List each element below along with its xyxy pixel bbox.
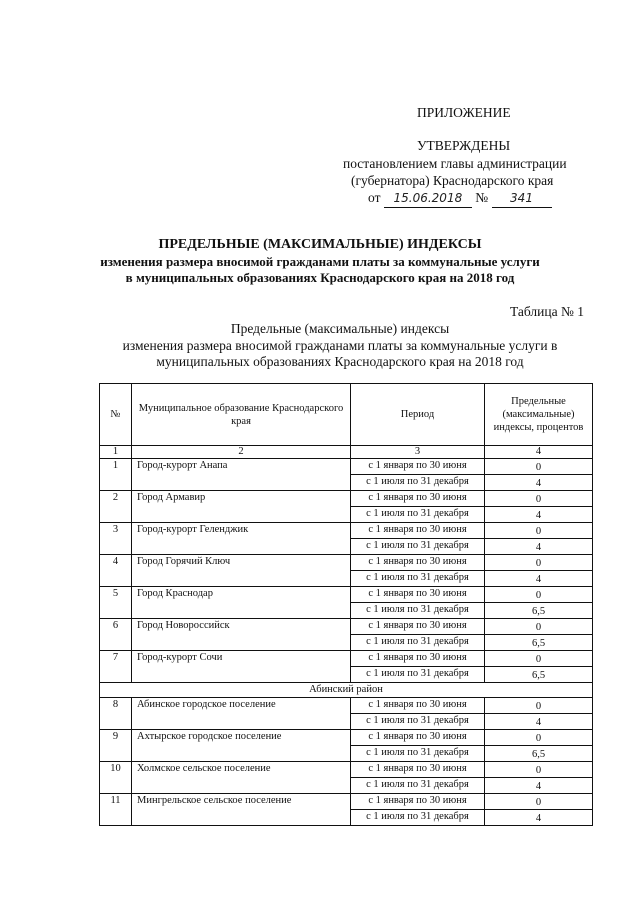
approval-date-line [368, 189, 552, 208]
index-first-half: 0 [485, 555, 593, 571]
period-second-half: с 1 июля по 31 декабря [351, 571, 485, 587]
row-number: 7 [100, 651, 132, 683]
period-first-half: с 1 января по 30 июня [351, 555, 485, 571]
column-number-row [100, 446, 593, 459]
index-second-half: 6,5 [485, 667, 593, 683]
index-second-half: 6,5 [485, 746, 593, 762]
table-label: Таблица № 1 [510, 304, 584, 319]
row-number: 10 [100, 762, 132, 794]
table-row [100, 651, 593, 667]
row-number: 5 [100, 587, 132, 619]
indices-table [99, 383, 593, 826]
col-num-4: 4 [485, 446, 593, 459]
table-header-row [100, 384, 593, 446]
table-caption-2: изменения размера вносимой гражданами платы за коммунальные услуги в [122, 338, 558, 353]
table-row [100, 491, 593, 507]
index-first-half: 0 [485, 491, 593, 507]
index-second-half: 4 [485, 571, 593, 587]
period-first-half: с 1 января по 30 июня [351, 587, 485, 603]
period-second-half: с 1 июля по 31 декабря [351, 667, 485, 683]
table-body [100, 459, 593, 826]
period-first-half: с 1 января по 30 июня [351, 523, 485, 539]
document-subtitle-2: в муниципальных образованиях Краснодарского края на 2018 год [125, 270, 515, 285]
period-second-half: с 1 июля по 31 декабря [351, 810, 485, 826]
index-first-half: 0 [485, 698, 593, 714]
table-row [100, 459, 593, 475]
col-num-1: 1 [100, 446, 132, 459]
index-first-half: 0 [485, 762, 593, 778]
period-second-half: с 1 июля по 31 декабря [351, 714, 485, 730]
table-caption-1: Предельные (максимальные) индексы [230, 321, 450, 336]
table-row [100, 730, 593, 746]
handwritten-number: 341 [492, 189, 552, 208]
municipality-name: Ахтырское городское поселение [132, 730, 351, 762]
handwritten-date: 15.06.2018 [384, 189, 472, 208]
district-row [100, 683, 593, 698]
period-second-half: с 1 июля по 31 декабря [351, 778, 485, 794]
col-num-3: 3 [351, 446, 485, 459]
row-number: 2 [100, 491, 132, 523]
district-name: Абинский район [100, 683, 593, 698]
index-second-half: 6,5 [485, 603, 593, 619]
table-row [100, 523, 593, 539]
period-second-half: с 1 июля по 31 декабря [351, 475, 485, 491]
header-municipality: Муниципальное образование Краснодарского края [132, 384, 351, 446]
table-caption-3: муниципальных образованиях Краснодарского края на 2018 год [156, 354, 524, 369]
period-first-half: с 1 января по 30 июня [351, 651, 485, 667]
index-second-half: 4 [485, 507, 593, 523]
row-number: 1 [100, 459, 132, 491]
municipality-name: Город Горячий Ключ [132, 555, 351, 587]
municipality-name: Холмское сельское поселение [132, 762, 351, 794]
row-number: 11 [100, 794, 132, 826]
document-subtitle-1: изменения размера вносимой гражданами платы за коммунальные услуги [100, 254, 540, 269]
municipality-name: Город-курорт Геленджик [132, 523, 351, 555]
table-row [100, 698, 593, 714]
table-row [100, 555, 593, 571]
header-period: Период [351, 384, 485, 446]
index-first-half: 0 [485, 794, 593, 810]
approval-line-2: (губернатора) Краснодарского края [351, 173, 554, 188]
period-first-half: с 1 января по 30 июня [351, 762, 485, 778]
period-second-half: с 1 июля по 31 декабря [351, 507, 485, 523]
header-index: Предельные (максимальные) индексы, процентов [485, 384, 593, 446]
period-first-half: с 1 января по 30 июня [351, 730, 485, 746]
table-row [100, 794, 593, 810]
index-second-half: 4 [485, 714, 593, 730]
header-num: № [100, 384, 132, 446]
period-first-half: с 1 января по 30 июня [351, 459, 485, 475]
index-second-half: 4 [485, 539, 593, 555]
table-row [100, 587, 593, 603]
period-second-half: с 1 июля по 31 декабря [351, 603, 485, 619]
period-first-half: с 1 января по 30 июня [351, 698, 485, 714]
period-second-half: с 1 июля по 31 декабря [351, 635, 485, 651]
row-number: 9 [100, 730, 132, 762]
number-prefix: № [475, 190, 489, 205]
municipality-name: Город-курорт Анапа [132, 459, 351, 491]
index-first-half: 0 [485, 523, 593, 539]
index-first-half: 0 [485, 459, 593, 475]
period-second-half: с 1 июля по 31 декабря [351, 539, 485, 555]
period-second-half: с 1 июля по 31 декабря [351, 746, 485, 762]
approval-line-1: постановлением главы администрации [343, 156, 567, 171]
municipality-name: Город-курорт Сочи [132, 651, 351, 683]
index-first-half: 0 [485, 619, 593, 635]
index-first-half: 0 [485, 730, 593, 746]
period-first-half: с 1 января по 30 июня [351, 491, 485, 507]
approved-label: УТВЕРЖДЕНЫ [417, 138, 511, 153]
from-prefix: от [368, 190, 381, 205]
index-second-half: 4 [485, 810, 593, 826]
appendix-label: ПРИЛОЖЕНИЕ [417, 105, 511, 120]
municipality-name: Мингрельское сельское поселение [132, 794, 351, 826]
row-number: 3 [100, 523, 132, 555]
document-title: ПРЕДЕЛЬНЫЕ (МАКСИМАЛЬНЫЕ) ИНДЕКСЫ [158, 237, 482, 252]
index-second-half: 6,5 [485, 635, 593, 651]
municipality-name: Абинское городское поселение [132, 698, 351, 730]
period-first-half: с 1 января по 30 июня [351, 794, 485, 810]
table-row [100, 762, 593, 778]
row-number: 8 [100, 698, 132, 730]
index-first-half: 0 [485, 587, 593, 603]
municipality-name: Город Краснодар [132, 587, 351, 619]
index-first-half: 0 [485, 651, 593, 667]
index-second-half: 4 [485, 475, 593, 491]
index-second-half: 4 [485, 778, 593, 794]
row-number: 4 [100, 555, 132, 587]
municipality-name: Город Новороссийск [132, 619, 351, 651]
period-first-half: с 1 января по 30 июня [351, 619, 485, 635]
municipality-name: Город Армавир [132, 491, 351, 523]
table-row [100, 619, 593, 635]
col-num-2: 2 [132, 446, 351, 459]
row-number: 6 [100, 619, 132, 651]
